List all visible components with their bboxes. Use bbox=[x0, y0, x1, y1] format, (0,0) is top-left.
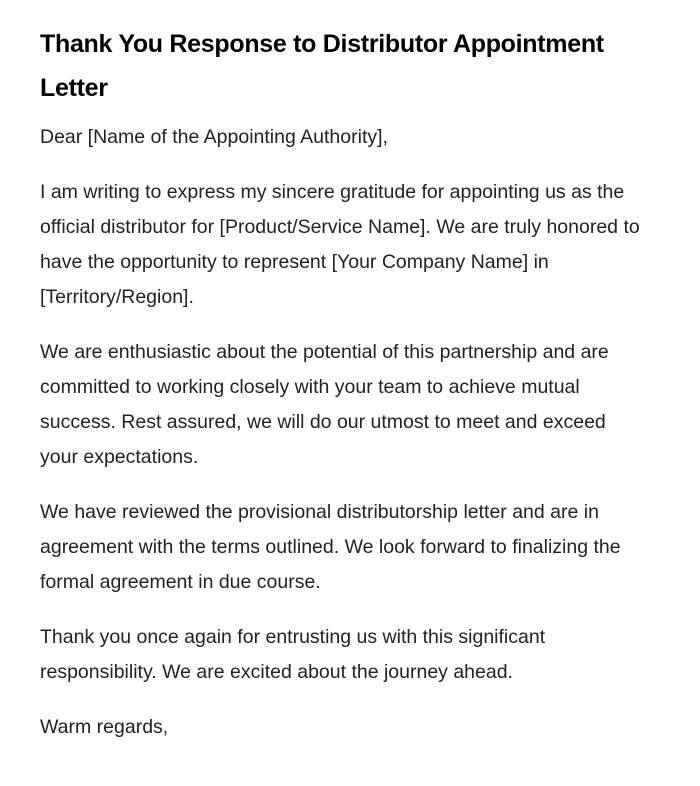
letter-paragraph-4: Thank you once again for entrusting us with this significant responsibility. We are excited about the journey ahead. bbox=[40, 626, 546, 683]
letter-title: Thank You Response to Distributor Appointment Letter bbox=[40, 30, 604, 102]
letter-salutation: Dear [Name of the Appointing Authority], bbox=[40, 126, 388, 148]
letter-paragraph-3: We have reviewed the provisional distributorship letter and are in agreement with the terms outlined. We look forward to finalizing the formal agreement in due course. bbox=[40, 501, 621, 593]
letter-paragraph-1: I am writing to express my sincere gratitude for appointing us as the official distributor for [Product/Service Name]. We are truly honored to have the opportunity to represent [Your Company Name] in [Territory/Region]. bbox=[40, 181, 640, 308]
letter-closing: Warm regards, bbox=[40, 716, 169, 738]
letter-paragraph-2: We are enthusiastic about the potential of this partnership and are committed to working closely with your team to achieve mutual success. Rest assured, we will do our utmost to meet and exceed your expectations. bbox=[40, 341, 609, 468]
